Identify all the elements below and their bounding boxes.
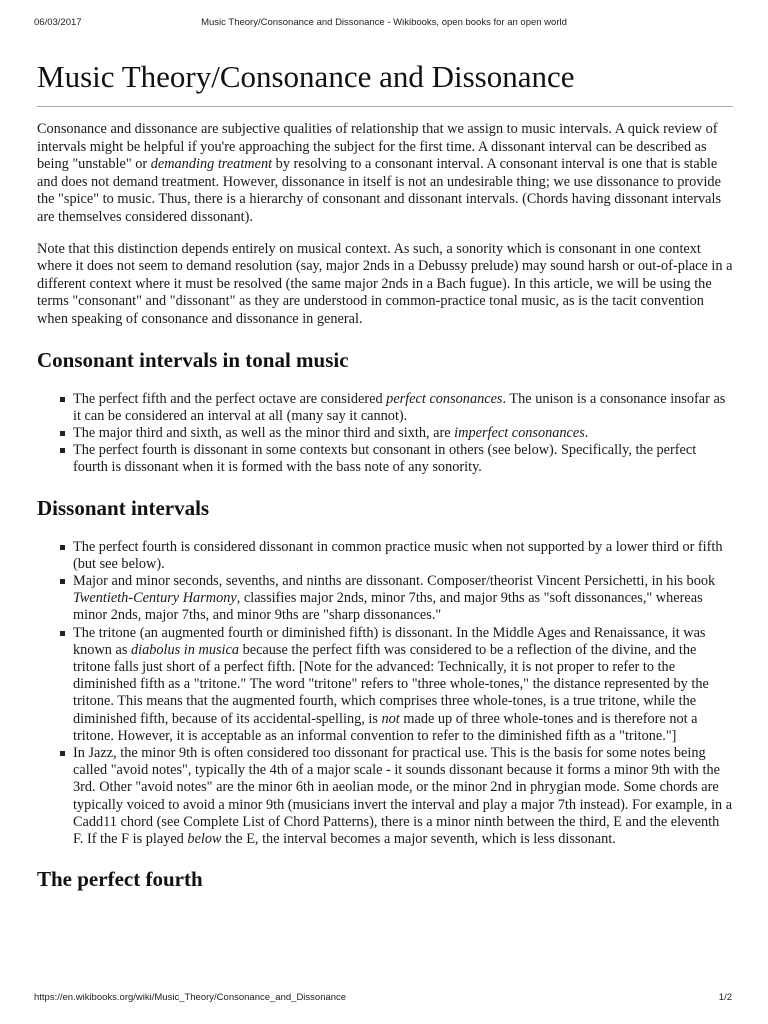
bullet-icon (60, 631, 65, 636)
item-text: . (584, 424, 589, 441)
item-emphasis: diabolus in musica (130, 641, 240, 658)
list-item (37, 745, 733, 848)
item-text: because the perfect fifth was considered to be a reflection of the divine, and the tritone falls just short of a perfect fifth. [Note for the advanced: Technically, it is not proper to refer to the diminished fifth as a "tritone." The word "tritone" refers to "three whole-tones," the distance represented by the tritone. This means that the augmented fourth, which comprises three whole-tones, is a true tritone, while the diminished fifth, because of its accidental-spelling, is (73, 641, 709, 727)
list-item (37, 573, 733, 625)
print-header (34, 17, 734, 31)
intro-p1-text-a: Consonance and dissonance are subjective qualities of relationship that we assign to music intervals. A quick review of intervals might be helpful if you're approaching the subject for the first time. A dissonant interval can be described as being "unstable" or (37, 121, 718, 173)
item-text: the E, the interval becomes a major seventh, which is less dissonant. (221, 831, 616, 847)
section-heading-dissonant: Dissonant intervals (37, 495, 210, 520)
bullet-icon (60, 545, 65, 550)
bullet-icon (60, 751, 65, 756)
item-text: made up of three whole-tones and is therefore not a tritone. However, it is acceptable as an informal convention to refer to the diminished fifth as a "tritone."] (73, 710, 698, 744)
item-text: . The unison is a consonance insofar as it can be considered an interval at all (many say it cannot). (73, 390, 726, 424)
bullet-icon (60, 579, 65, 584)
print-footer (34, 992, 734, 1006)
consonant-list (37, 391, 733, 477)
item-text: The tritone (an augmented fourth or diminished fifth) is dissonant. In the Middle Ages and Renaissance, it was known as (73, 624, 706, 658)
intro-p1-text-b: by resolving to a consonant interval. A consonant interval is one that is stable and does not demand treatment. However, dissonance in itself is not an undesirable thing; we use dissonance to provide the "spice" to music. Thus, there is a hierarchy of consonant and dissonant intervals. (Chords having dissonant intervals are themselves considered dissonant). (37, 156, 722, 225)
list-item (37, 539, 733, 573)
print-url: https://en.wikibooks.org/wiki/Music_Theory/Consonance_and_Dissonance (34, 992, 347, 1003)
item-text: In Jazz, the minor 9th is often considered too dissonant for practical use. This is the basis for some notes being called "avoid notes", typically the 4th of a major scale - it sounds dissonant because it forms a minor 9th with the 3rd. Other "avoid notes" are the minor 6th in aeolian mode, or the minor 2nd in phrygian mode. Some chords are typically voiced to avoid a minor 9th (musicians invert the interval and play a major 7th instead). For example, in a Cadd11 chord (see Complete List of Chord Patterns), there is a minor ninth between the third, E and the eleventh F. If the F is played (73, 744, 733, 847)
item-text: , classifies major 2nds, minor 7ths, and major 9ths as "soft dissonances," whereas minor 2nds, major 7ths, and minor 9ths are "sharp dissonances." (73, 590, 703, 624)
item-emphasis: below (187, 831, 222, 847)
bullet-icon (60, 431, 65, 436)
section-heading-perfect-fourth: The perfect fourth (37, 867, 203, 892)
dissonant-list (37, 539, 733, 849)
item-text: Major and minor seconds, sevenths, and ninths are dissonant. Composer/theorist Vincent Persichetti, in his book (73, 572, 716, 589)
intro-p1-emphasis: demanding treatment (150, 156, 273, 173)
item-text: The perfect fourth is considered dissonant in common practice music when not supported by a lower third or fifth (but see below). (73, 538, 723, 572)
item-emphasis: not (381, 710, 400, 727)
list-item (37, 391, 733, 425)
item-text: The perfect fourth is dissonant in some contexts but consonant in others (see below). Specifically, the perfect fourth is dissonant when it is formed with the bass note of any sonority. (73, 442, 697, 476)
item-emphasis: imperfect consonances (454, 424, 585, 441)
intro-paragraph-1 (37, 121, 733, 227)
article-content (37, 52, 733, 910)
list-item (37, 442, 733, 476)
list-item (37, 425, 733, 442)
item-emphasis: Twentieth-Century Harmony (73, 590, 237, 607)
print-page-title: Music Theory/Consonance and Dissonance - Wikibooks, open books for an open world (201, 17, 567, 28)
item-emphasis: perfect consonances (386, 390, 503, 407)
item-text: The perfect fifth and the perfect octave are considered (73, 390, 387, 407)
list-item (37, 625, 733, 745)
section-heading-consonant: Consonant intervals in tonal music (37, 347, 349, 372)
page-title: Music Theory/Consonance and Dissonance (37, 58, 733, 107)
page-number: 1/2 (718, 992, 732, 1003)
print-date: 06/03/2017 (34, 17, 82, 28)
bullet-icon (60, 397, 65, 402)
item-text: The major third and sixth, as well as the minor third and sixth, are (73, 424, 455, 441)
intro-paragraph-2: Note that this distinction depends entirely on musical context. As such, a sonority which is consonant in one context where it does not seem to demand resolution (say, major 2nds in a Debussy prelude) may sound harsh or out-of-place in a different context where it must be resolved (the same major 2nds in a Bach fugue). In this article, we will be using the terms "consonant" and "dissonant" as they are understood in common-practice tonal music, as is the tacit convention when speaking of consonance and dissonance in general. (37, 240, 733, 327)
bullet-icon (60, 448, 65, 453)
